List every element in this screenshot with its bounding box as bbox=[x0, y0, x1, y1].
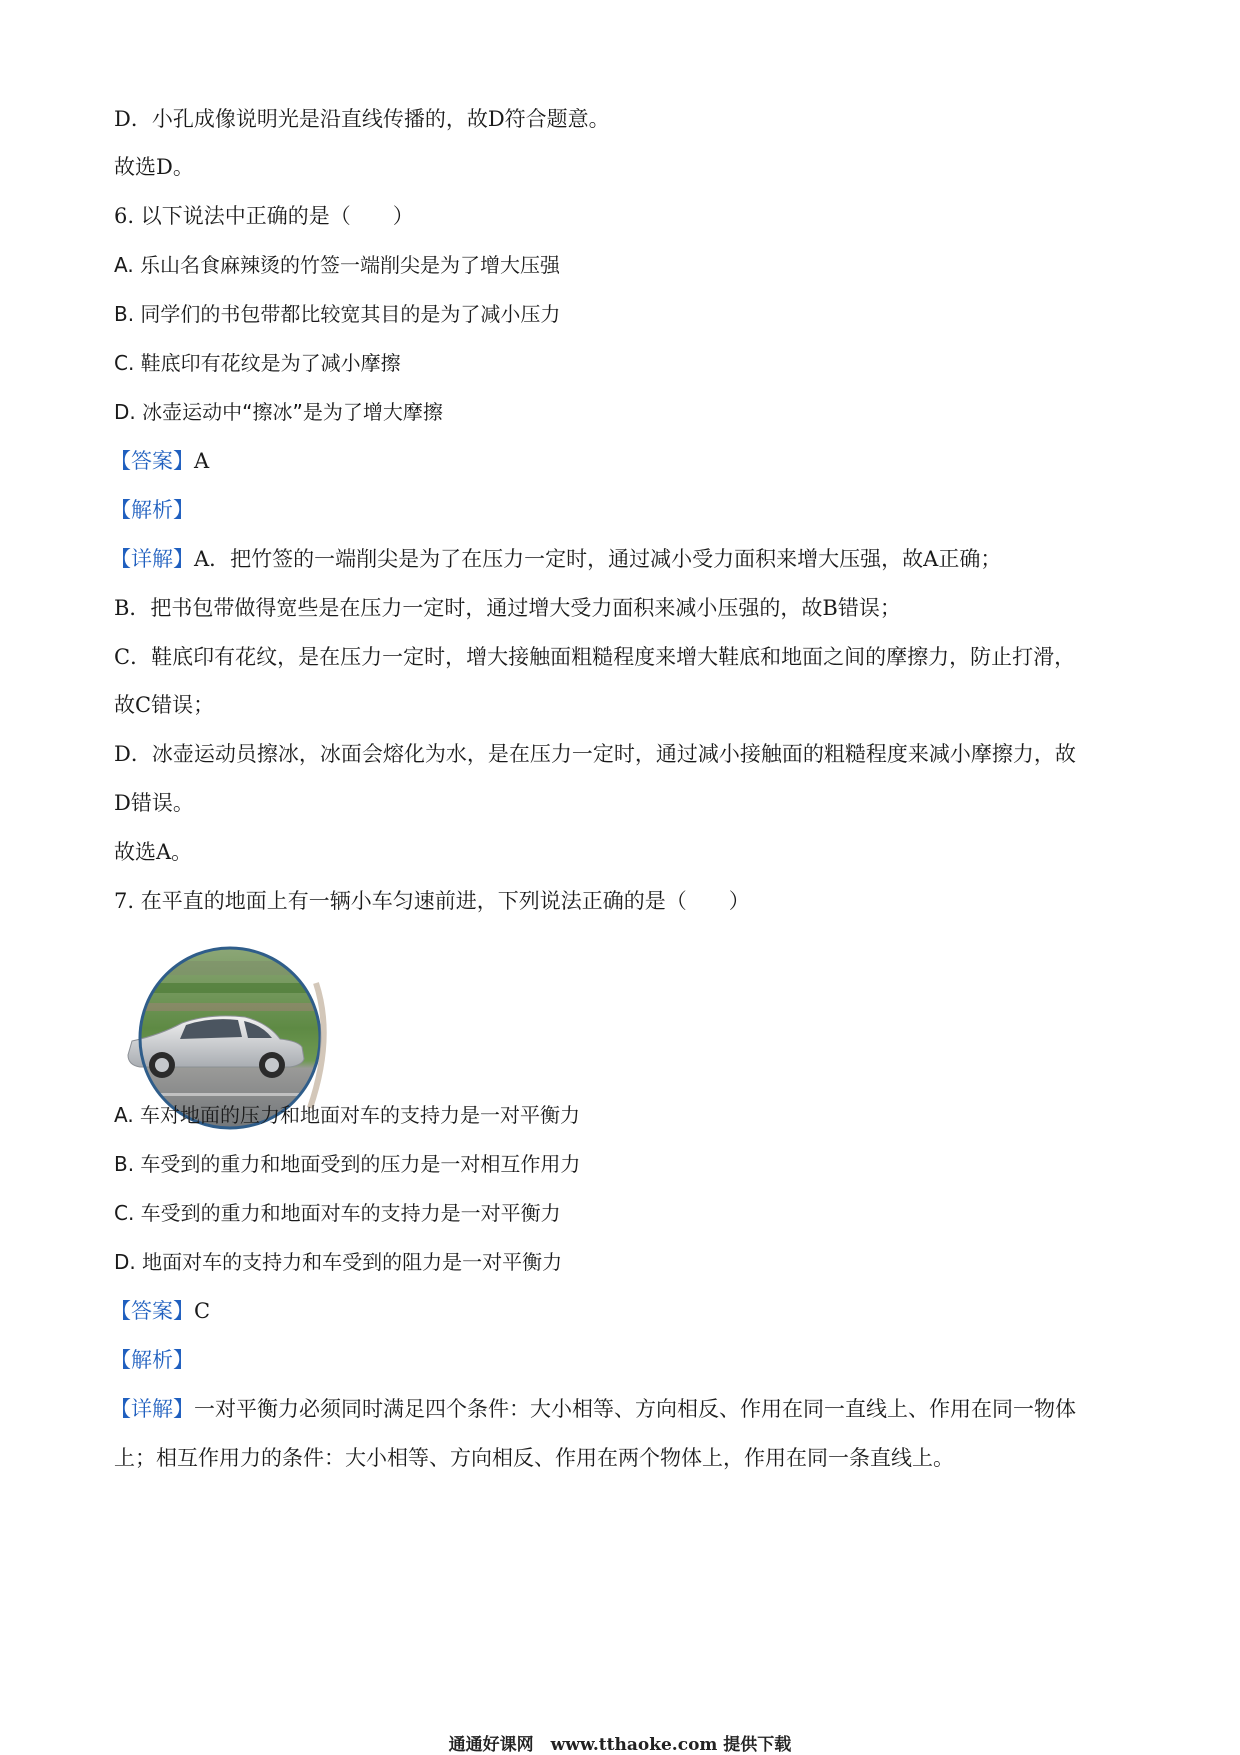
q6-detail-text-1: A．把竹签的一端削尖是为了在压力一定时，通过减小受力面积来增大压强，故A正确； bbox=[194, 547, 1002, 571]
q6-answer-tag: 【答案】 bbox=[110, 449, 194, 473]
q7-detail-line-2: 上；相互作用力的条件：大小相等、方向相反、作用在两个物体上，作用在同一条直线上。 bbox=[114, 1446, 954, 1470]
q6-option-b: B. 同学们的书包带都比较宽其目的是为了减小压力 bbox=[114, 302, 561, 326]
page-footer: 通通好课网 www.tthaoke.com 提供下载 bbox=[448, 1735, 792, 1755]
q6-detail-line-3: C．鞋底印有花纹，是在压力一定时，增大接触面粗糙程度来增大鞋底和地面之间的摩擦力，防止打滑， bbox=[114, 645, 1076, 669]
q7-stem: 7. 在平直的地面上有一辆小车匀速前进，下列说法正确的是（ ） bbox=[114, 889, 750, 913]
q6-detail-tag: 【详解】 bbox=[110, 547, 194, 571]
q6-detail-line-1 bbox=[110, 544, 1001, 574]
q6-detail-line-2: B．把书包带做得宽些是在压力一定时，通过增大受力面积来减小压强的，故B错误； bbox=[114, 596, 901, 620]
prev-option-d-explanation: D．小孔成像说明光是沿直线传播的，故D符合题意。 bbox=[114, 107, 610, 131]
q7-detail-line-1 bbox=[110, 1394, 1076, 1424]
q6-analysis-tag: 【解析】 bbox=[110, 498, 194, 522]
q7-option-d: D. 地面对车的支持力和车受到的阻力是一对平衡力 bbox=[114, 1250, 563, 1274]
q6-stem: 6. 以下说法中正确的是（ ） bbox=[114, 204, 414, 228]
q7-option-c: C. 车受到的重力和地面对车的支持力是一对平衡力 bbox=[114, 1201, 561, 1225]
q6-detail-line-4: 故C错误； bbox=[114, 693, 215, 717]
q6-detail-line-6: D错误。 bbox=[114, 791, 194, 815]
q6-option-c: C. 鞋底印有花纹是为了减小摩擦 bbox=[114, 351, 401, 375]
q7-answer-value: C bbox=[194, 1299, 211, 1323]
q7-option-a: A. 车对地面的压力和地面对车的支持力是一对平衡力 bbox=[114, 1103, 581, 1127]
q7-detail-text-1: 一对平衡力必须同时满足四个条件：大小相等、方向相反、作用在同一直线上、作用在同一物体 bbox=[194, 1397, 1076, 1421]
q7-answer bbox=[110, 1296, 210, 1326]
q6-answer-value: A bbox=[194, 449, 210, 473]
q6-option-a: A. 乐山名食麻辣烫的竹签一端削尖是为了增大压强 bbox=[114, 253, 561, 277]
q6-answer bbox=[110, 446, 209, 476]
q6-option-d: D. 冰壶运动中“擦冰”是为了增大摩擦 bbox=[114, 400, 443, 424]
q7-option-b: B. 车受到的重力和地面受到的压力是一对相互作用力 bbox=[114, 1152, 581, 1176]
q6-detail-line-5: D．冰壶运动员擦冰，冰面会熔化为水，是在压力一定时，通过减小接触面的粗糙程度来减小摩擦力，故 bbox=[114, 742, 1076, 766]
q7-analysis-tag: 【解析】 bbox=[110, 1348, 194, 1372]
q6-conclusion: 故选A。 bbox=[114, 840, 193, 864]
q7-detail-tag: 【详解】 bbox=[110, 1397, 194, 1421]
q7-answer-tag: 【答案】 bbox=[110, 1299, 194, 1323]
prev-conclusion: 故选D。 bbox=[114, 155, 194, 179]
